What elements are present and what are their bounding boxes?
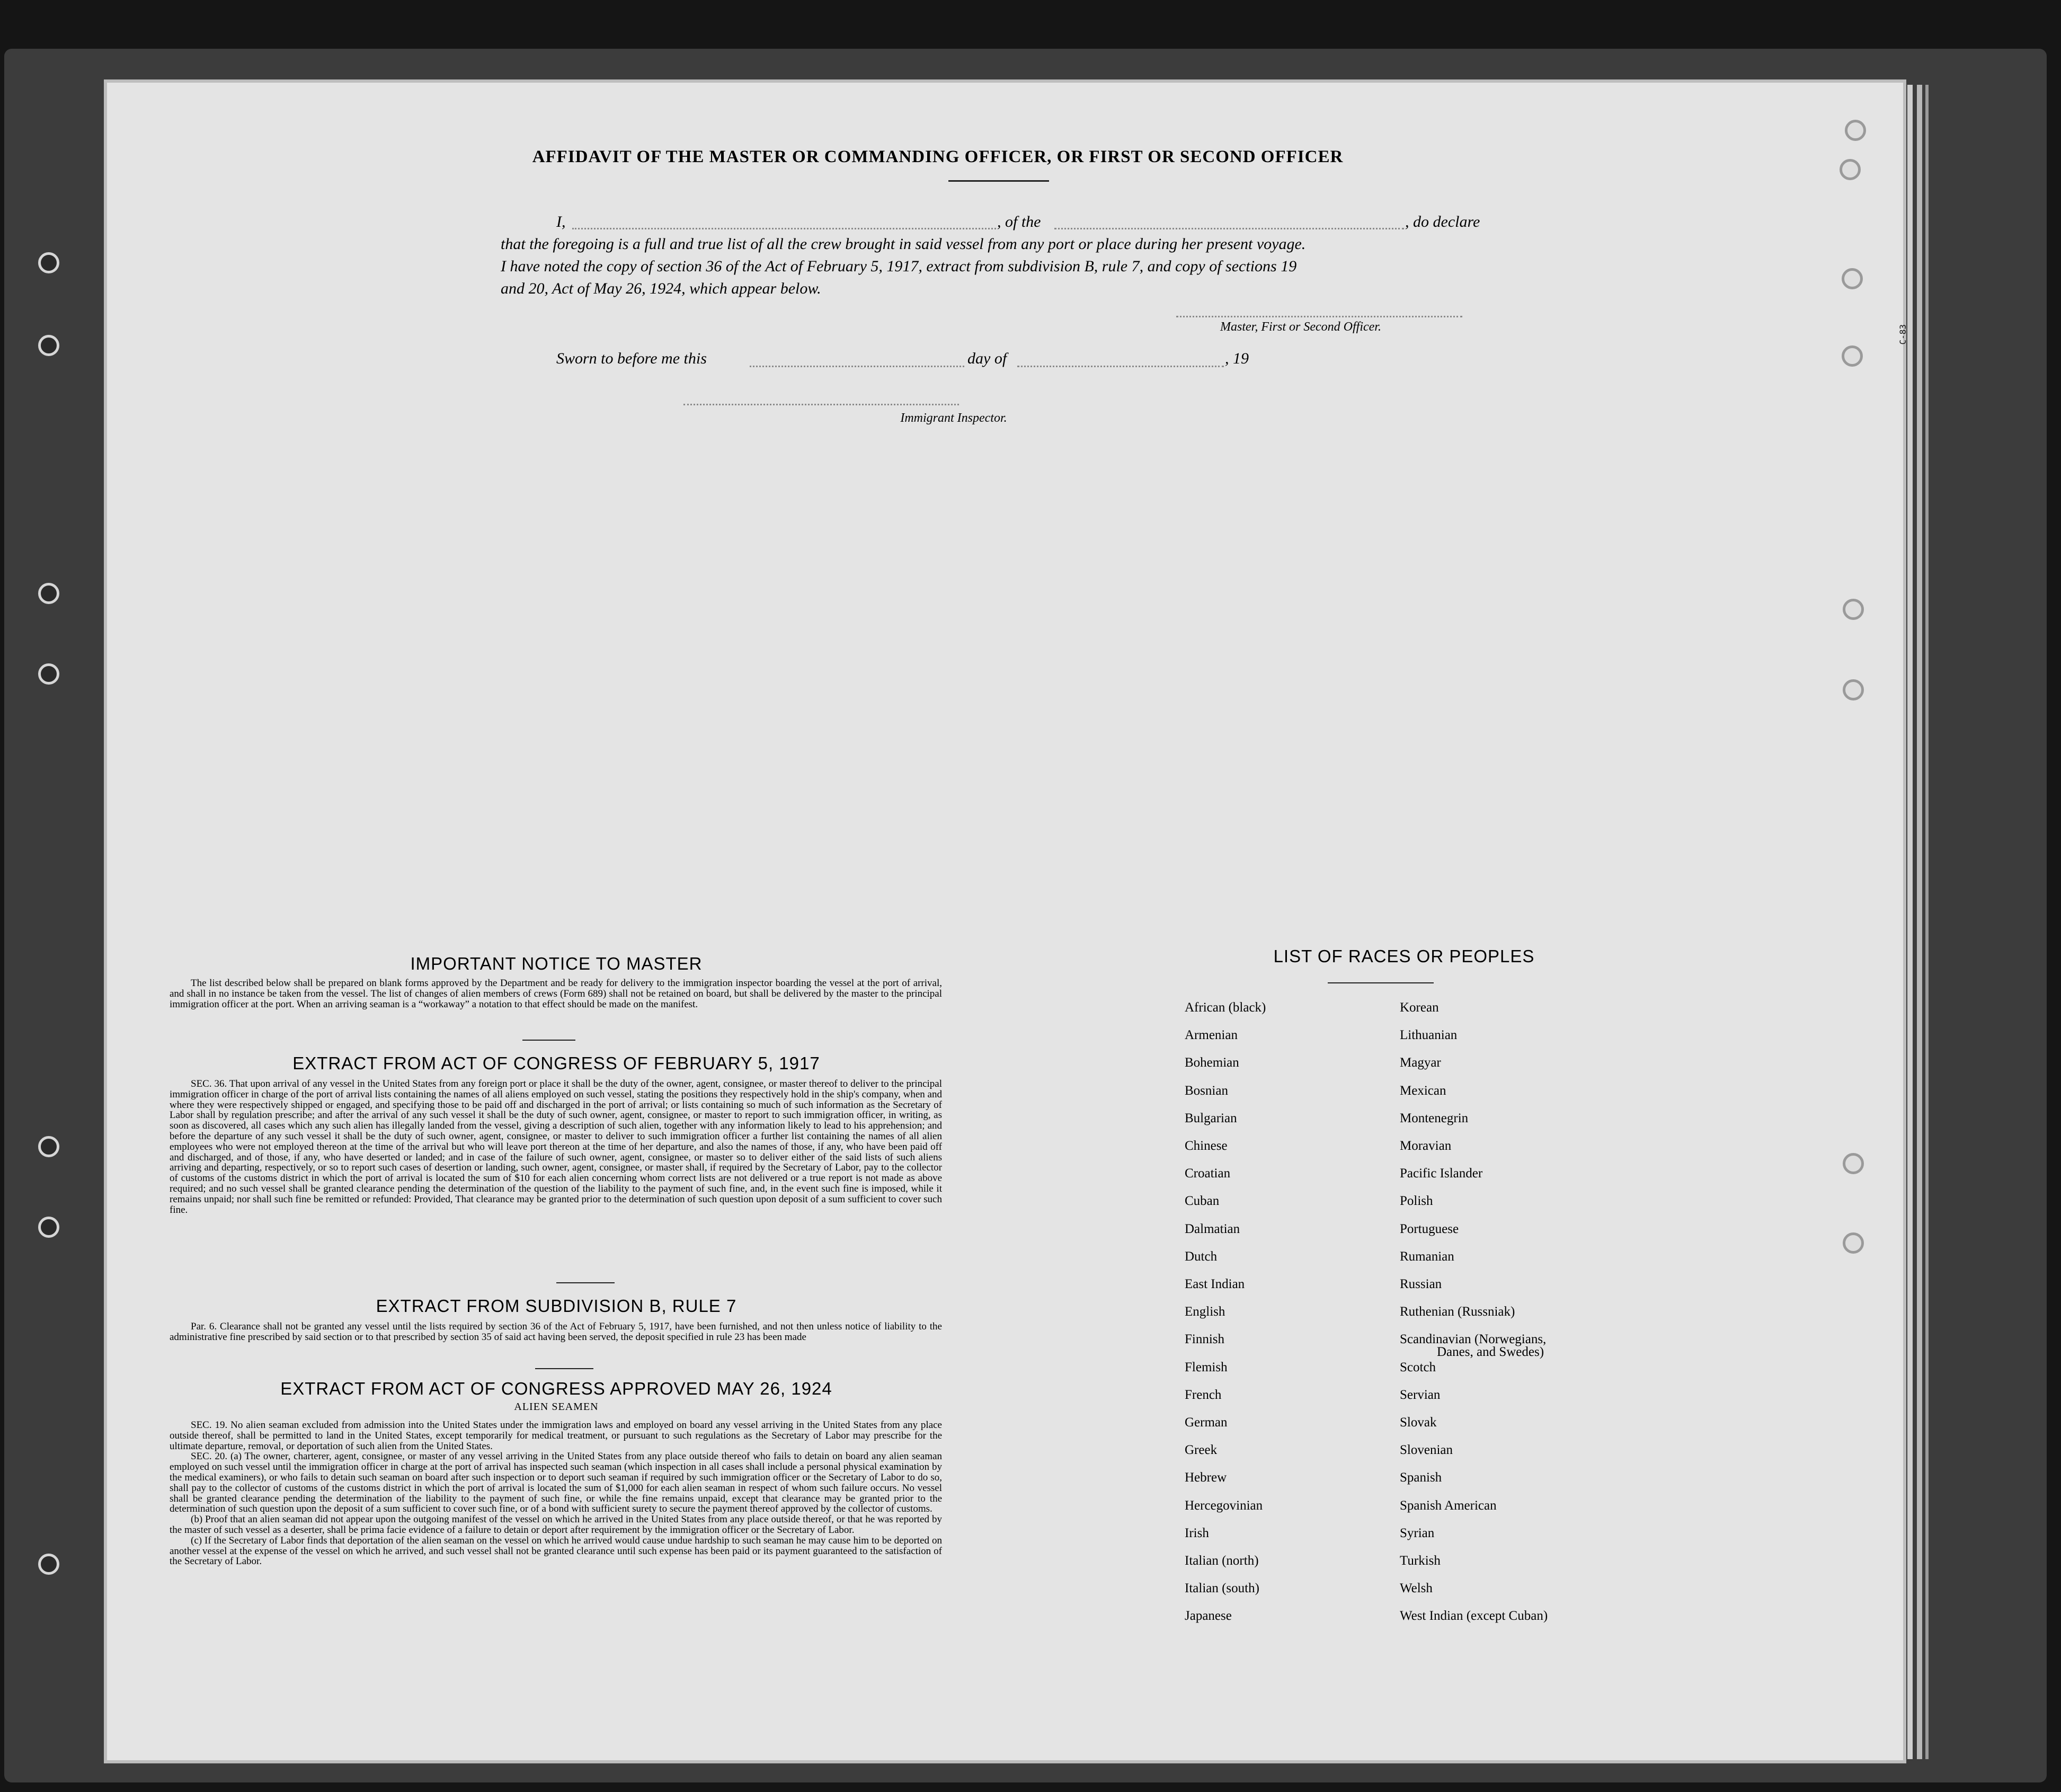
extract-1924-title: EXTRACT FROM ACT OF CONGRESS APPROVED MAY 26, 1924 bbox=[280, 1379, 832, 1398]
affidavit-declare: , do declare bbox=[1405, 213, 1480, 230]
race-item: Irish bbox=[1185, 1525, 1209, 1540]
race-item: Lithuanian bbox=[1400, 1028, 1458, 1043]
signature-line bbox=[1176, 316, 1462, 317]
race-item: Polish bbox=[1400, 1194, 1433, 1209]
race-item: Rumanian bbox=[1400, 1249, 1454, 1264]
affidavit-line2: that the foregoing is a full and true list of all the crew brought in said vessel from any port or place during her present voyage. bbox=[501, 235, 1306, 253]
race-item: Portuguese bbox=[1400, 1221, 1459, 1236]
race-item: Russian bbox=[1400, 1277, 1442, 1291]
race-item: Hercegovinian bbox=[1185, 1498, 1263, 1513]
race-item: Dalmatian bbox=[1185, 1221, 1240, 1236]
sworn-day-blank bbox=[750, 366, 964, 367]
race-item: Turkish bbox=[1400, 1554, 1441, 1568]
sec20a-text: SEC. 20. (a) The owner, charterer, agent, consignee, or master of any vessel arriving in the United States from any place outside thereof who fails to detain on board any alien seaman employed on such vessel until the immigration officer in charge at the port of arrival has inspected such seaman (which inspection in all cases shall include a personal physical examination by the medical examiners), or who fails to detain such seaman on board after such inspection or to deport such seaman if required by such immigration officer or the Secretary of Labor to do so, shall pay to the collector of customs of the customs district in which the port of arrival is located the sum of $1,000 for each alien seaman in respect of whom such failure occurs. No vessel shall be granted clearance pending the determination of the liability to the payment of such fine, or while the fine remains unpaid, except that clearance may be granted prior to the determination of such question upon the deposit of a sum sufficient to cover such fine, or of a bond with sufficient surety to secure the payment thereof approved by the collector of customs. bbox=[170, 1451, 942, 1515]
affidavit-i: I, bbox=[556, 213, 566, 230]
race-item: French bbox=[1185, 1387, 1222, 1402]
notice-body: The list described below shall be prepared on blank forms approved by the Department and be ready for delivery to the immigration inspector boarding the vessel at the port of arrival, and shall in no instance be taken from the vessel. The list of changes of alien members of crews (Form 689) shall not be retained on board, but shall be delivered by the master to the principal immigration officer at the port. When an arriving seaman is a “workaway” a notation to that effect should be made on the manifest. bbox=[170, 978, 942, 1010]
signature-caption: Master, First or Second Officer. bbox=[1220, 320, 1381, 334]
race-item: Pacific Islander bbox=[1400, 1166, 1483, 1181]
page-hole bbox=[1843, 679, 1864, 700]
page-edge bbox=[1917, 85, 1922, 1759]
race-item: Syrian bbox=[1400, 1525, 1435, 1540]
title-underline bbox=[948, 180, 1049, 182]
races-underline bbox=[1328, 982, 1434, 983]
sworn-text: Sworn to before me this bbox=[556, 350, 707, 367]
race-item: Flemish bbox=[1185, 1360, 1228, 1374]
notice-title: IMPORTANT NOTICE TO MASTER bbox=[410, 954, 703, 973]
race-item: English bbox=[1185, 1305, 1225, 1319]
race-item: Chinese bbox=[1185, 1139, 1228, 1153]
binder-hole bbox=[38, 663, 59, 685]
race-item: West Indian (except Cuban) bbox=[1400, 1609, 1548, 1624]
binder-hole bbox=[38, 1136, 59, 1157]
race-item: Armenian bbox=[1185, 1028, 1238, 1043]
margin-stamp: C-83 bbox=[1898, 324, 1908, 345]
alien-seamen-subtitle: ALIEN SEAMEN bbox=[514, 1401, 599, 1413]
extract-1917-body: SEC. 36. That upon arrival of any vessel in the United States from any foreign port or place it shall be the duty of the owner, agent, consignee, or master thereof to deliver to the principal immigration officer in charge of the port of arrival lists containing the names of all aliens employed on such vessel, stating the positions they respectively hold in the ship's company, when and where they were respectively shipped or engaged, and specifying those to be paid off and discharged in the port of arrival; or lists containing so much of such information as the Secretary of Labor shall by regulation prescribe; and after the arrival of any such vessel it shall be the duty of such owner, agent, consignee, or master to report to such immigration officer, in writing, as soon as discovered, all cases which any such alien has illegally landed from the vessel, giving a description of such alien, together with any information likely to lead to his apprehension; and before the departure of any such vessel it shall be the duty of such owner, agent, consignee, or master to deliver to such immigration officer a further list containing the names of all alien employees who were not employed thereon at the time of the arrival but who will leave port thereon at the time of her departure, and also the names of those, if any, who have been paid off and discharged, and of those, if any, who have deserted or landed; and in case of the failure of such owner, agent, consignee, or master so to deliver either of the said lists of such aliens arriving and departing, respectively, or so to report such cases of desertion or landing, such owner, agent, consignee, or master shall, if required by the Secretary of Labor, pay to the collector of customs of the customs district in which the port of arrival is located the sum of $10 for each alien concerning whom correct lists are not delivered or a true report is not made as above required; and no such vessel shall be granted clearance pending the determination of the question of the liability to the payment of such fine, and, in the event such fine is imposed, while it remains unpaid; nor shall such fine be remitted or refunded: Provided, That clearance may be granted prior to the determination of such question upon deposit of a sum sufficient to cover such fine. bbox=[170, 1078, 942, 1216]
affidavit-title: AFFIDAVIT OF THE MASTER OR COMMANDING OFFICER, OR FIRST OR SECOND OFFICER bbox=[532, 147, 1344, 166]
race-item: Croatian bbox=[1185, 1166, 1231, 1181]
page-hole bbox=[1840, 159, 1861, 180]
month-blank bbox=[1017, 366, 1224, 367]
race-item: Welsh bbox=[1400, 1581, 1433, 1596]
race-item: Montenegrin bbox=[1400, 1111, 1469, 1125]
page-hole bbox=[1842, 268, 1863, 289]
race-item: Spanish bbox=[1400, 1470, 1442, 1485]
inspector-caption: Immigrant Inspector. bbox=[900, 411, 1007, 425]
sec20c-text: (c) If the Secretary of Labor finds that deportation of the alien seaman on the vessel on which he arrived would cause undue hardship to such seaman he may cause him to be deported on another vessel at the expense of the vessel on which he arrived, and such vessel shall not be granted clearance until such expense has been paid or its payment guaranteed to the satisfaction of the Secretary of Labor. bbox=[170, 1534, 942, 1567]
rule7-title: EXTRACT FROM SUBDIVISION B, RULE 7 bbox=[376, 1296, 737, 1316]
race-item: Italian (north) bbox=[1185, 1554, 1259, 1568]
race-item: Moravian bbox=[1400, 1139, 1452, 1153]
race-item-continuation: Danes, and Swedes) bbox=[1437, 1345, 1544, 1360]
race-item: Dutch bbox=[1185, 1249, 1218, 1264]
race-item: Bosnian bbox=[1185, 1083, 1228, 1098]
day-of-text: day of bbox=[967, 350, 1007, 367]
extract-1917-title: EXTRACT FROM ACT OF CONGRESS OF FEBRUARY 5, 1917 bbox=[292, 1053, 820, 1073]
races-title: LIST OF RACES OR PEOPLES bbox=[1273, 946, 1535, 966]
race-item: Cuban bbox=[1185, 1194, 1220, 1209]
inspector-line bbox=[683, 404, 959, 405]
rule7-body: Par. 6. Clearance shall not be granted any vessel until the lists required by section 36 of the Act of February 5, 1917, have been furnished, and not then unless notice of liability to the administrative fine prescribed by said section or to that prescribed by section 35 of said act having been served, the deposit specified in rule 23 has been made bbox=[170, 1321, 942, 1343]
page-edge bbox=[1907, 85, 1913, 1759]
race-item: Korean bbox=[1400, 1000, 1439, 1015]
page-hole bbox=[1843, 1153, 1864, 1174]
race-item: Slovenian bbox=[1400, 1443, 1453, 1458]
page-hole bbox=[1843, 599, 1864, 620]
page-edge bbox=[1925, 85, 1929, 1759]
name-blank bbox=[572, 228, 996, 229]
race-item: German bbox=[1185, 1415, 1228, 1430]
binder-hole bbox=[38, 1554, 59, 1575]
affidavit-line3: I have noted the copy of section 36 of the Act of February 5, 1917, extract from subdivision B, rule 7, and copy of sections 19 bbox=[501, 258, 1297, 275]
race-item: Ruthenian (Russniak) bbox=[1400, 1305, 1515, 1319]
race-item: Finnish bbox=[1185, 1332, 1225, 1347]
race-item: Scotch bbox=[1400, 1360, 1436, 1374]
race-item: Bohemian bbox=[1185, 1055, 1239, 1070]
race-item: Mexican bbox=[1400, 1083, 1446, 1098]
binder-hole bbox=[38, 1217, 59, 1238]
page-hole bbox=[1842, 345, 1863, 367]
page-hole bbox=[1843, 1232, 1864, 1254]
race-item: Scandinavian (Norwegians, bbox=[1400, 1332, 1547, 1347]
binder-hole bbox=[38, 583, 59, 604]
race-item: Spanish American bbox=[1400, 1498, 1497, 1513]
sec19-text: SEC. 19. No alien seaman excluded from admission into the United States under the immigration laws and employed on board any vessel arriving in the United States from any place outside thereof, shall be permitted to land in the United States, except temporarily for medical treatment, or pursuant to such regulations as the Secretary of Labor may prescribe for the ultimate departure, removal, or deportation of such alien from the United States. bbox=[170, 1420, 942, 1452]
race-item: African (black) bbox=[1185, 1000, 1266, 1015]
race-item: Italian (south) bbox=[1185, 1581, 1259, 1596]
binder-hole bbox=[38, 252, 59, 273]
year-text: , 19 bbox=[1225, 350, 1249, 367]
race-item: Greek bbox=[1185, 1443, 1218, 1458]
extract-1924-body bbox=[170, 1420, 942, 1567]
race-item: Servian bbox=[1400, 1387, 1441, 1402]
divider bbox=[556, 1282, 615, 1283]
race-item: Slovak bbox=[1400, 1415, 1437, 1430]
race-item: Hebrew bbox=[1185, 1470, 1227, 1485]
divider bbox=[535, 1368, 593, 1369]
page-hole bbox=[1845, 120, 1866, 141]
vessel-blank bbox=[1054, 228, 1404, 229]
sec20b-text: (b) Proof that an alien seaman did not appear upon the outgoing manifest of the vessel on which he arrived in the United States from any place outside thereof, or that he was reported by the master of such vessel as a deserter, shall be prima facie evidence of a failure to detain or deport after requirement by the immigration officer or the Secretary of Labor. bbox=[170, 1514, 942, 1536]
divider bbox=[522, 1040, 575, 1041]
race-item: Japanese bbox=[1185, 1609, 1232, 1624]
affidavit-of-the: , of the bbox=[997, 213, 1041, 230]
binder-hole bbox=[38, 335, 59, 356]
affidavit-line4: and 20, Act of May 26, 1924, which appear below. bbox=[501, 280, 821, 297]
race-item: Magyar bbox=[1400, 1055, 1441, 1070]
race-item: East Indian bbox=[1185, 1277, 1245, 1291]
race-item: Bulgarian bbox=[1185, 1111, 1237, 1125]
